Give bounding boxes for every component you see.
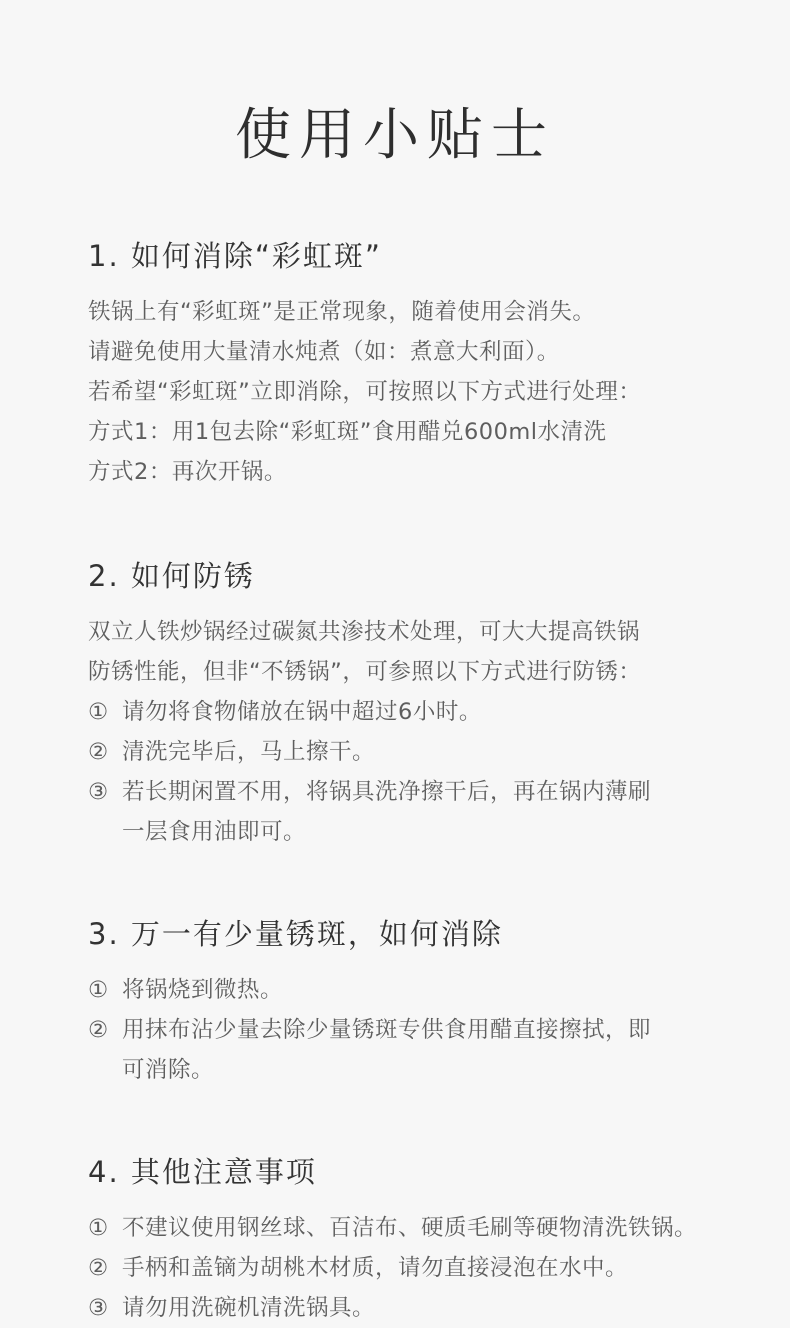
item-text: 清洗完毕后，马上擦干。 — [122, 739, 376, 765]
list-item — [88, 970, 728, 1010]
item-number: ② — [88, 1255, 109, 1281]
section-rust-prevention — [88, 556, 728, 852]
item-number: ③ — [88, 779, 109, 805]
list-item — [88, 1288, 728, 1328]
paragraph: 若希望“彩虹斑”立即消除，可按照以下方式进行处理： — [88, 379, 642, 405]
item-text: 将锅烧到微热。 — [122, 977, 284, 1003]
item-number: ① — [88, 977, 109, 1003]
paragraph: 防锈性能，但非“不锈锅”，可参照以下方式进行防锈： — [88, 659, 642, 685]
item-text: 若长期闲置不用，将锅具洗净擦干后，再在锅内薄刷 一层食用油即可。 — [122, 779, 652, 845]
item-number: ① — [88, 1215, 109, 1241]
paragraph: 请避免使用大量清水炖煮（如：煮意大利面）。 — [88, 339, 560, 365]
item-text: 用抹布沾少量去除少量锈斑专供食用醋直接擦拭，即 可消除。 — [122, 1017, 652, 1083]
paragraph: 方式2：再次开锅。 — [88, 459, 287, 485]
item-text: 请勿用洗碗机清洗锅具。 — [122, 1295, 376, 1321]
list-item — [88, 732, 728, 772]
section-heading: 1. 如何消除“彩虹斑” — [88, 239, 382, 273]
list-item — [88, 1010, 728, 1090]
paragraph: 铁锅上有“彩虹斑”是正常现象，随着使用会消失。 — [88, 299, 596, 325]
item-text: 不建议使用钢丝球、百洁布、硬质毛刷等硬物清洗铁锅。 — [122, 1215, 698, 1241]
item-text: 手柄和盖镝为胡桃木材质，请勿直接浸泡在水中。 — [122, 1255, 629, 1281]
item-number: ③ — [88, 1295, 109, 1321]
item-number: ② — [88, 739, 109, 765]
section-heading: 3. 万一有少量锈斑，如何消除 — [88, 917, 503, 951]
page-title: 使用小贴士 — [235, 103, 555, 168]
section-rainbow-spots — [88, 236, 728, 492]
list-item — [88, 772, 728, 852]
list-item — [88, 692, 728, 732]
item-text: 请勿将食物储放在锅中超过6小时。 — [122, 699, 482, 725]
list-item — [88, 1208, 728, 1248]
paragraph: 双立人铁炒锅经过碳氮共渗技术处理，可大大提高铁锅 — [88, 619, 641, 645]
section-heading: 4. 其他注意事项 — [88, 1155, 317, 1189]
section-heading: 2. 如何防锈 — [88, 559, 255, 593]
list-item — [88, 1248, 728, 1288]
section-rust-removal — [88, 914, 728, 1090]
paragraph: 方式1：用1包去除“彩虹斑”食用醋兑600ml水清洗 — [88, 419, 607, 445]
item-number: ① — [88, 699, 109, 725]
item-number: ② — [88, 1017, 109, 1043]
section-other-notes — [88, 1152, 728, 1328]
